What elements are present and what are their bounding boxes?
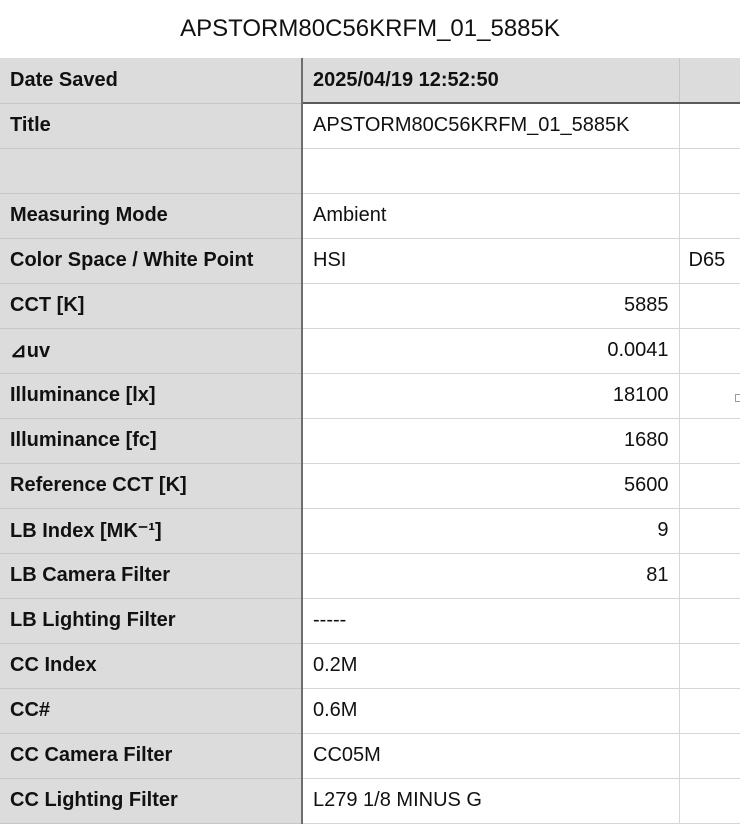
row-label[interactable]: CC Index xyxy=(0,643,302,688)
row-extra[interactable] xyxy=(679,508,740,553)
row-label[interactable]: LB Camera Filter xyxy=(0,553,302,598)
row-value[interactable]: 5600 xyxy=(302,463,679,508)
row-label[interactable]: LB Index [MK⁻¹] xyxy=(0,508,302,553)
row-label[interactable]: CC Camera Filter xyxy=(0,733,302,778)
row-extra[interactable] xyxy=(679,418,740,463)
document-title: APSTORM80C56KRFM_01_5885K xyxy=(180,15,560,42)
table-row xyxy=(0,283,740,328)
row-label[interactable]: CC Lighting Filter xyxy=(0,778,302,823)
row-label[interactable]: Color Space / White Point xyxy=(0,238,302,283)
row-extra[interactable] xyxy=(679,733,740,778)
row-label[interactable]: Reference CCT [K] xyxy=(0,463,302,508)
table-row xyxy=(0,463,740,508)
header-extra[interactable] xyxy=(679,58,740,103)
row-value[interactable]: HSI xyxy=(302,238,679,283)
table-row xyxy=(0,418,740,463)
measurement-table xyxy=(0,58,740,824)
table-row xyxy=(0,778,740,823)
row-extra[interactable] xyxy=(679,283,740,328)
table-row xyxy=(0,733,740,778)
table-row xyxy=(0,553,740,598)
row-extra[interactable] xyxy=(679,598,740,643)
header-label[interactable]: Date Saved xyxy=(0,58,302,103)
header-value[interactable]: 2025/04/19 12:52:50 xyxy=(302,58,679,103)
table-row xyxy=(0,148,740,193)
table-row xyxy=(0,643,740,688)
row-extra[interactable] xyxy=(679,103,740,148)
row-extra[interactable] xyxy=(679,643,740,688)
header-row xyxy=(0,58,740,103)
column-resize-marker xyxy=(735,394,740,402)
table-row xyxy=(0,328,740,373)
row-value[interactable]: 18100 xyxy=(302,373,679,418)
row-label[interactable]: Illuminance [lx] xyxy=(0,373,302,418)
row-label[interactable]: Illuminance [fc] xyxy=(0,418,302,463)
row-value[interactable]: CC05M xyxy=(302,733,679,778)
row-extra[interactable] xyxy=(679,688,740,733)
row-extra[interactable] xyxy=(679,193,740,238)
row-value[interactable] xyxy=(302,148,679,193)
row-value[interactable]: APSTORM80C56KRFM_01_5885K xyxy=(302,103,679,148)
table-row xyxy=(0,688,740,733)
table-row xyxy=(0,373,740,418)
row-extra[interactable] xyxy=(679,373,740,418)
row-value[interactable]: 0.6M xyxy=(302,688,679,733)
row-value[interactable]: L279 1/8 MINUS G xyxy=(302,778,679,823)
row-value[interactable]: ----- xyxy=(302,598,679,643)
row-label[interactable]: Measuring Mode xyxy=(0,193,302,238)
row-label[interactable]: CC# xyxy=(0,688,302,733)
row-value[interactable]: 81 xyxy=(302,553,679,598)
row-label[interactable]: LB Lighting Filter xyxy=(0,598,302,643)
row-extra[interactable] xyxy=(679,778,740,823)
row-value[interactable]: 9 xyxy=(302,508,679,553)
row-value[interactable]: 1680 xyxy=(302,418,679,463)
row-label[interactable]: Title xyxy=(0,103,302,148)
table-row xyxy=(0,508,740,553)
row-label[interactable] xyxy=(0,148,302,193)
row-label[interactable]: ⊿uv xyxy=(0,328,302,373)
row-extra[interactable] xyxy=(679,463,740,508)
row-value[interactable]: Ambient xyxy=(302,193,679,238)
table-row xyxy=(0,598,740,643)
row-extra[interactable]: D65 xyxy=(679,238,740,283)
table-row xyxy=(0,193,740,238)
row-label[interactable]: CCT [K] xyxy=(0,283,302,328)
row-value[interactable]: 0.2M xyxy=(302,643,679,688)
row-value[interactable]: 0.0041 xyxy=(302,328,679,373)
row-extra[interactable] xyxy=(679,148,740,193)
row-extra[interactable] xyxy=(679,328,740,373)
row-value[interactable]: 5885 xyxy=(302,283,679,328)
row-extra[interactable] xyxy=(679,553,740,598)
table-row xyxy=(0,238,740,283)
table-row xyxy=(0,103,740,148)
